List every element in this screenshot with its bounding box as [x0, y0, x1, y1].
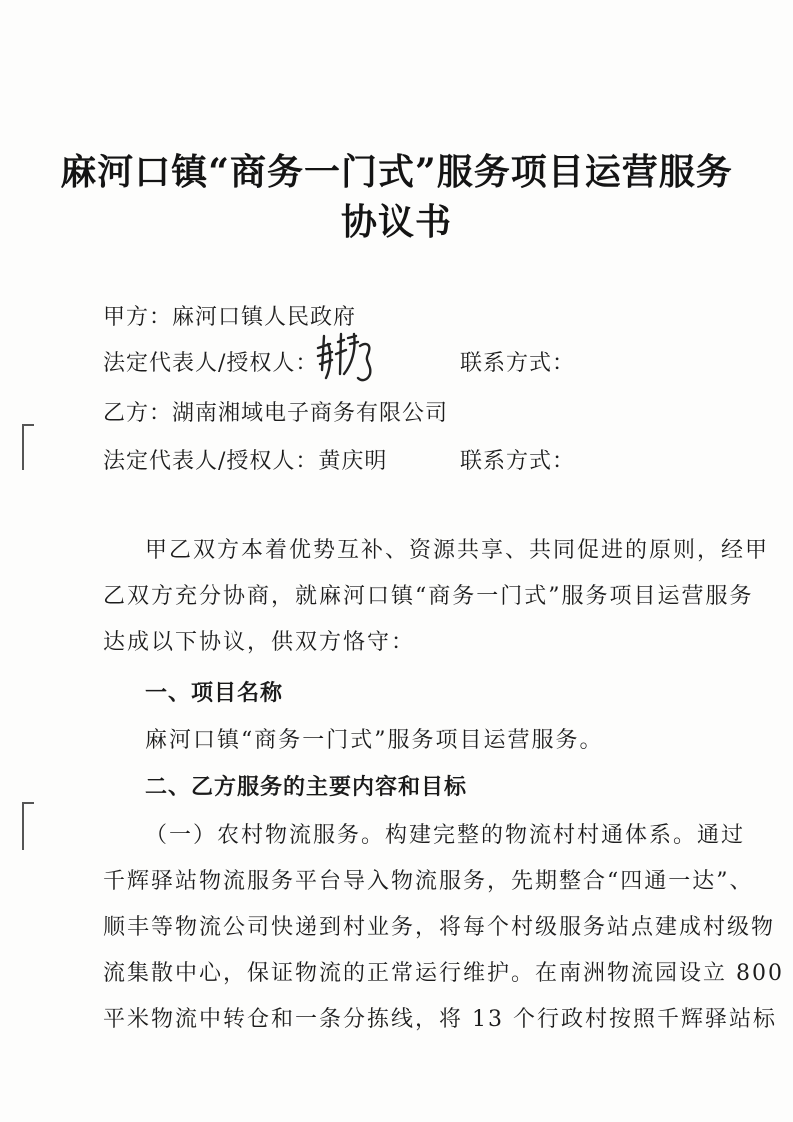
section-paragraph-line: 平米物流中转仓和一条分拣线，将 13 个行政村按照千辉驿站标 — [103, 1007, 777, 1032]
scan-margin-mark — [22, 424, 34, 470]
party-b: 乙方：湖南湘域电子商务有限公司 — [103, 401, 449, 426]
document-title: 麻河口镇“商务一门式”服务项目运营服务 — [60, 151, 733, 193]
section-heading: 二、乙方服务的主要内容和目标 — [145, 775, 468, 800]
party-a-representative-label: 法定代表人/授权人： — [103, 351, 319, 376]
section-heading: 一、项目名称 — [145, 681, 284, 706]
section-paragraph-line: （一）农村物流服务。构建完整的物流村村通体系。通过 — [145, 823, 746, 848]
section-paragraph-line: 顺丰等物流公司快递到村业务，将每个村级服务站点建成村级物 — [103, 915, 776, 940]
document-subtitle: 协议书 — [340, 201, 452, 243]
party-b-representative: 法定代表人/授权人：黄庆明 — [103, 449, 388, 474]
party-b-contact-label: 联系方式： — [460, 449, 576, 474]
party-a-contact-label: 联系方式： — [460, 351, 576, 376]
party-a: 甲方：麻河口镇人民政府 — [103, 305, 357, 330]
section-paragraph-line: 千辉驿站物流服务平台导入物流服务，先期整合“四通一达”、 — [103, 869, 754, 894]
scan-margin-mark — [22, 802, 34, 850]
section-text: 麻河口镇“商务一门式”服务项目运营服务。 — [145, 728, 604, 753]
intro-paragraph-line: 甲乙双方本着优势互补、资源共享、共同促进的原则，经甲 — [145, 538, 770, 563]
intro-paragraph-line: 达成以下协议，供双方恪守： — [103, 630, 416, 655]
section-paragraph-line: 流集散中心，保证物流的正常运行维护。在南洲物流园设立 800 — [103, 961, 784, 986]
intro-paragraph-line: 乙双方充分协商，就麻河口镇“商务一门式”服务项目运营服务 — [103, 584, 754, 609]
handwritten-signature — [314, 330, 378, 386]
